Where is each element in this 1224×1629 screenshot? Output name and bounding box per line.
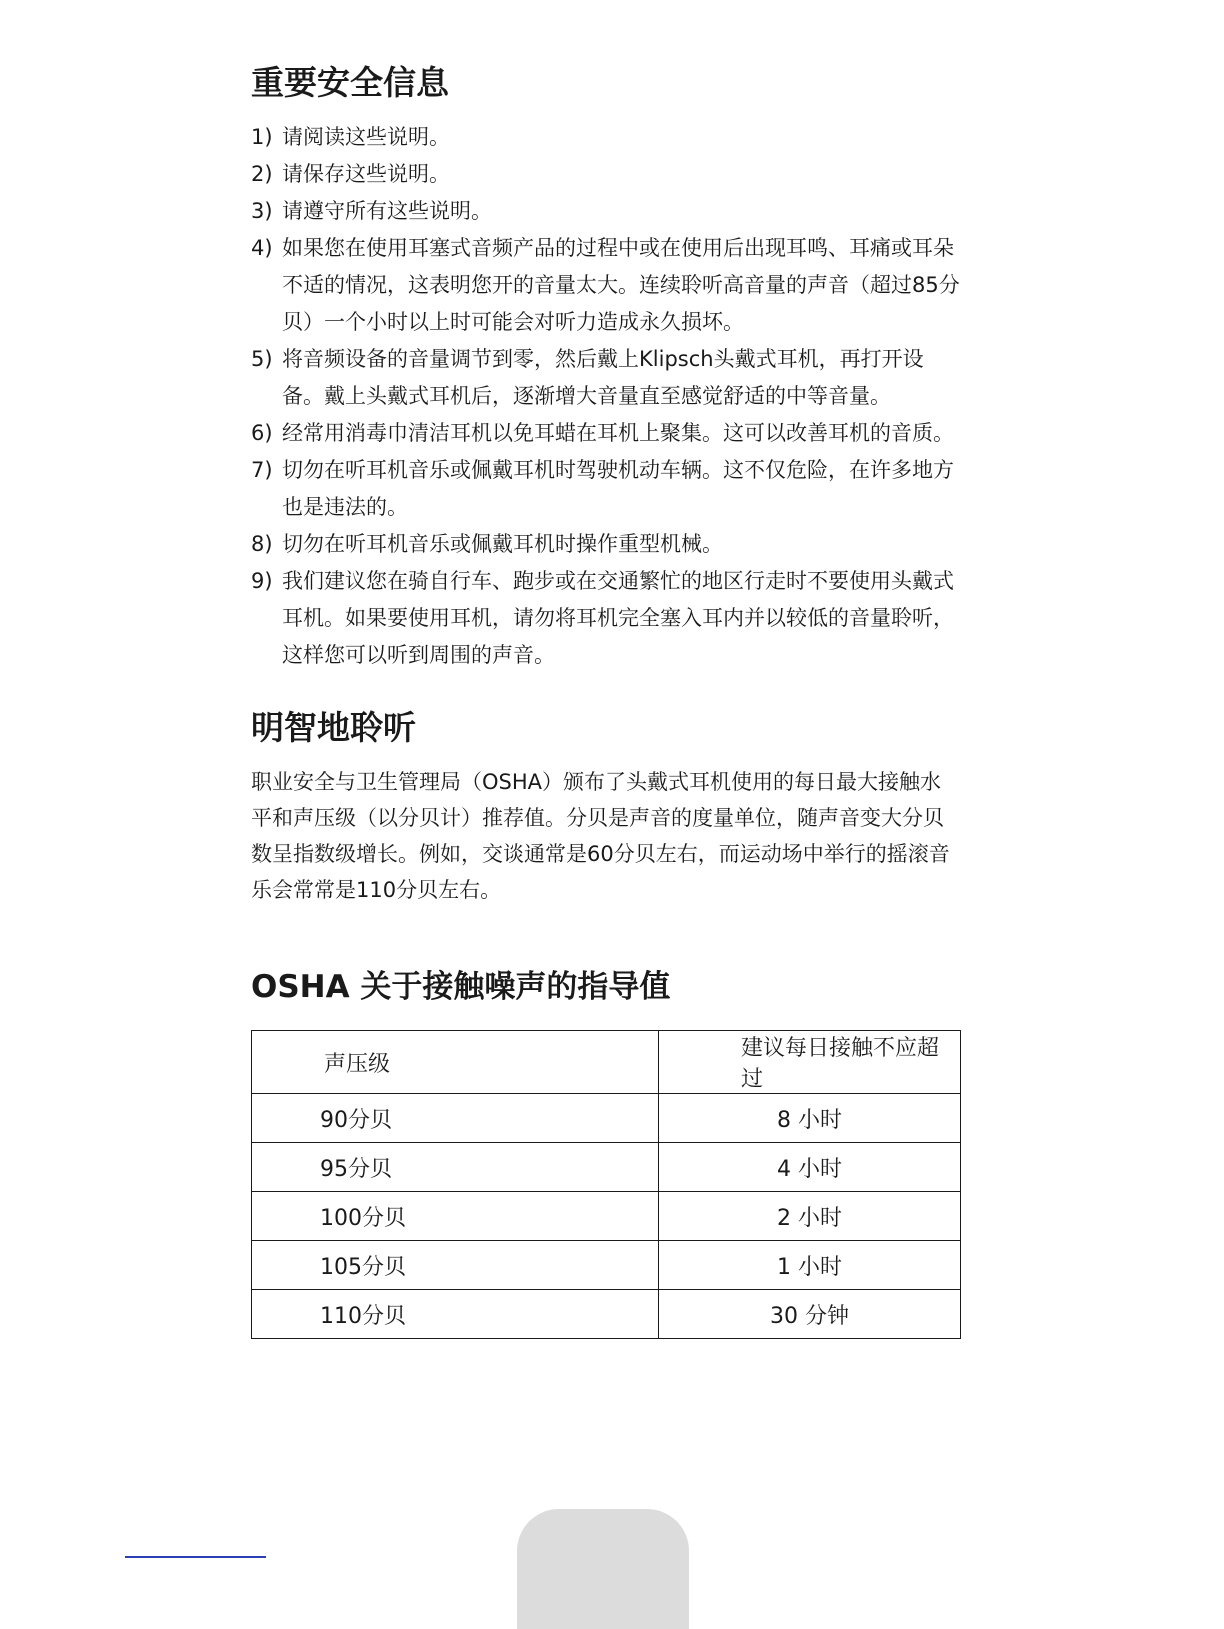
item-text: 将音频设备的音量调节到零，然后戴上Klipsch头戴式耳机，再打开设备。戴上头戴式耳机后，逐渐增大音量直至感觉舒适的中等音量。 [282,347,924,408]
listen-heading: 明智地聆听 [251,708,416,747]
item-number: 8) [251,532,273,556]
column-header-sound-level: 声压级 [252,1031,659,1094]
list-item [251,193,961,230]
item-text: 请阅读这些说明。 [282,125,450,149]
item-text: 经常用消毒巾清洁耳机以免耳蜡在耳机上聚集。这可以改善耳机的音质。 [282,421,954,445]
item-number: 2) [251,162,273,186]
item-text: 请遵守所有这些说明。 [282,199,492,223]
duration-cell: 30 分钟 [659,1290,961,1339]
list-item [251,563,961,674]
item-text: 如果您在使用耳塞式音频产品的过程中或在使用后出现耳鸣、耳痛或耳朵不适的情况，这表明您开的音量太大。连续聆听高音量的声音（超过85分贝）一个小时以上时可能会对听力造成永久损坏。 [282,236,960,334]
page-tab [517,1509,689,1629]
table-row [252,1290,961,1339]
duration-cell: 1 小时 [659,1241,961,1290]
table-row [252,1192,961,1241]
duration-cell: 8 小时 [659,1094,961,1143]
item-number: 9) [251,569,273,593]
exposure-table [251,1030,961,1339]
list-item [251,415,961,452]
item-number: 5) [251,347,273,371]
table-row [252,1241,961,1290]
footer-rule [125,1556,266,1558]
item-text: 请保存这些说明。 [282,162,450,186]
sound-level-cell: 110分贝 [252,1290,659,1339]
sound-level-cell: 105分贝 [252,1241,659,1290]
safety-heading: 重要安全信息 [251,63,449,102]
list-item [251,526,961,563]
item-number: 7) [251,458,273,482]
table-row [252,1143,961,1192]
list-item [251,156,961,193]
duration-cell: 4 小时 [659,1143,961,1192]
item-number: 6) [251,421,273,445]
sound-level-cell: 100分贝 [252,1192,659,1241]
item-number: 4) [251,236,273,260]
list-item [251,452,961,526]
item-text: 我们建议您在骑自行车、跑步或在交通繁忙的地区行走时不要使用头戴式耳机。如果要使用耳机，请勿将耳机完全塞入耳内并以较低的音量聆听，这样您可以听到周围的声音。 [282,569,954,667]
listen-paragraph: 职业安全与卫生管理局（OSHA）颁布了头戴式耳机使用的每日最大接触水平和声压级（以分贝计）推荐值。分贝是声音的度量单位，随声音变大分贝数呈指数级增长。例如，交谈通常是60分贝左右，而运动场中举行的摇滚音乐会常常是110分贝左右。 [251,770,950,902]
safety-list [251,119,961,674]
item-text: 切勿在听耳机音乐或佩戴耳机时操作重型机械。 [282,532,723,556]
sound-level-cell: 90分贝 [252,1094,659,1143]
duration-cell: 2 小时 [659,1192,961,1241]
column-header-daily-exposure: 建议每日接触不应超过 [659,1031,961,1094]
list-item [251,230,961,341]
sound-level-cell: 95分贝 [252,1143,659,1192]
item-number: 3) [251,199,273,223]
table-header-row [252,1031,961,1094]
list-item [251,119,961,156]
item-text: 切勿在听耳机音乐或佩戴耳机时驾驶机动车辆。这不仅危险，在许多地方也是违法的。 [282,458,954,519]
osha-heading: OSHA 关于接触噪声的指导值 [251,969,671,1005]
table-row [252,1094,961,1143]
item-number: 1) [251,125,273,149]
list-item [251,341,961,415]
